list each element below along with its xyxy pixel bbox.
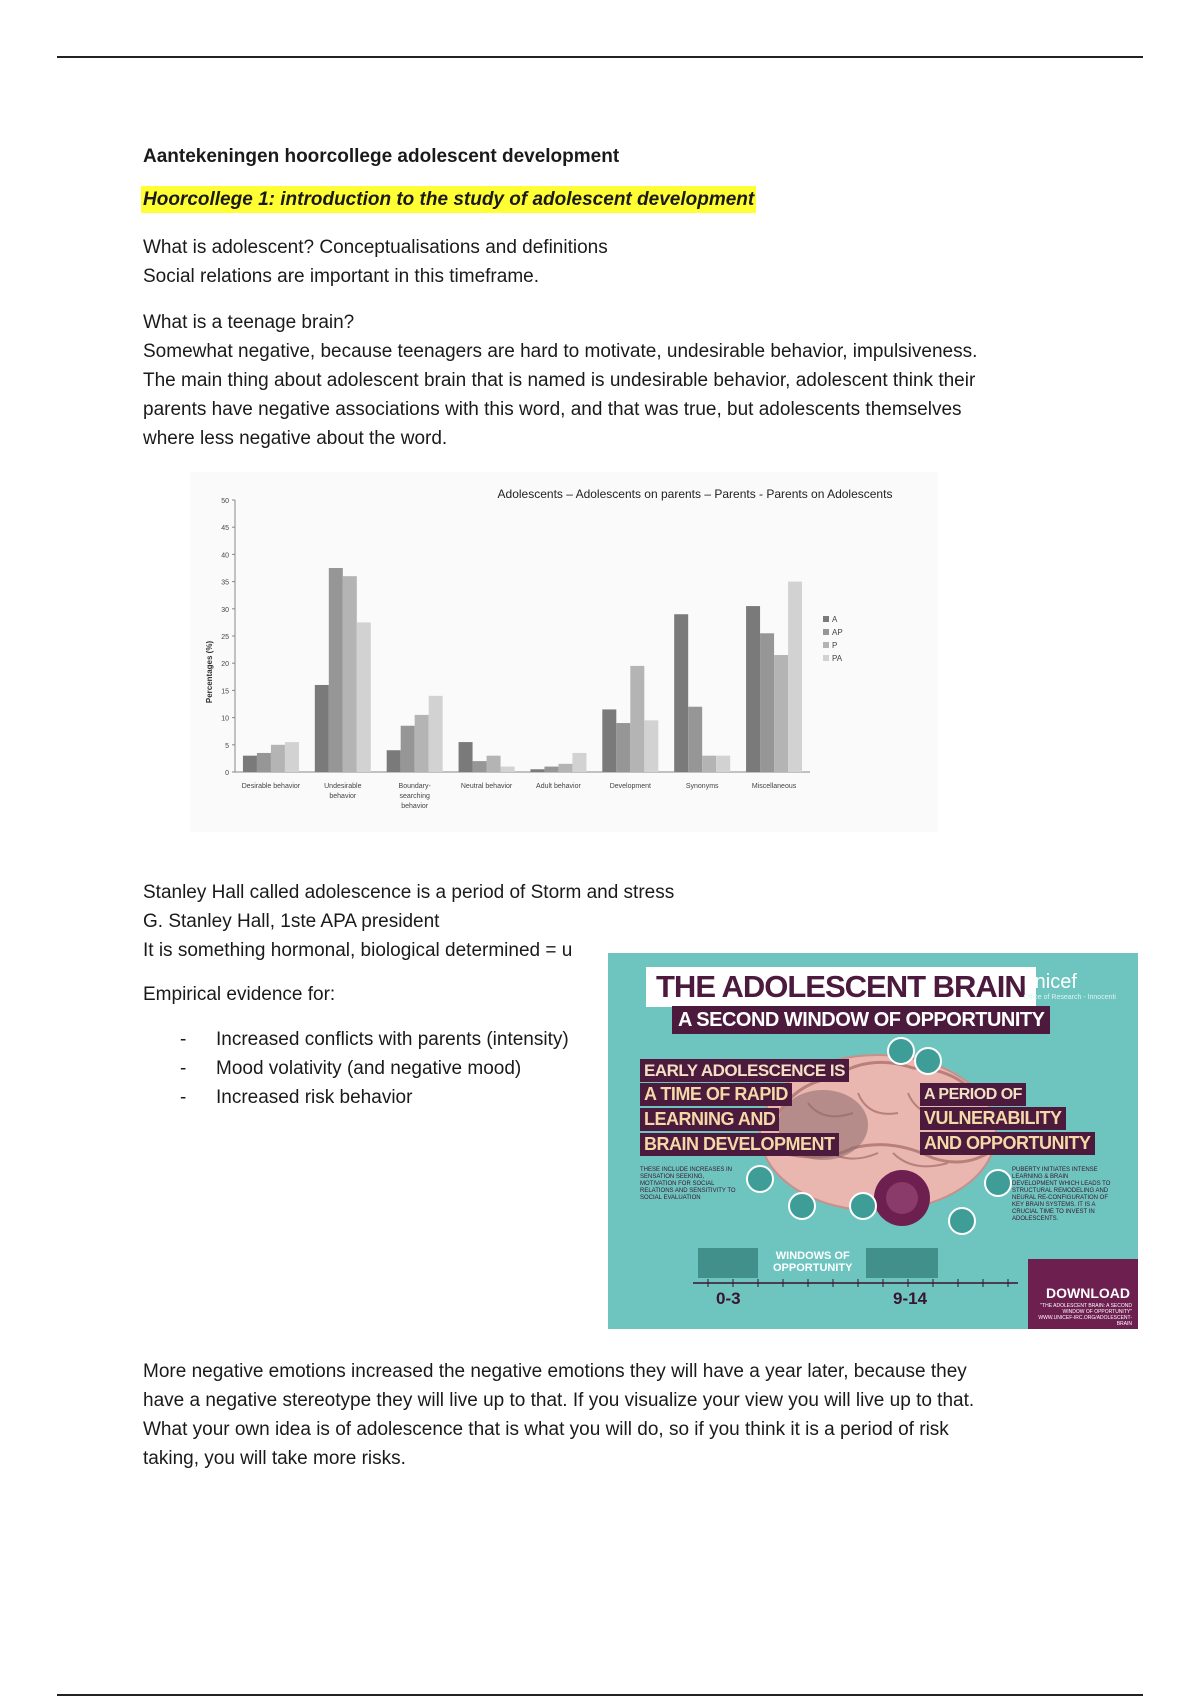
left-label-line: A TIME OF RAPID	[640, 1083, 792, 1106]
bar-pa	[788, 582, 802, 772]
legend-swatch	[823, 629, 829, 635]
paragraph-stanley-hall	[143, 878, 674, 965]
paragraph-teenage-brain	[143, 308, 1063, 453]
left-label-line: EARLY ADOLESCENCE IS	[640, 1059, 849, 1082]
bar-pa	[644, 720, 658, 772]
windows-of-opportunity-label	[773, 1250, 852, 1274]
bar-ap	[760, 633, 774, 772]
bar-pa	[429, 696, 443, 772]
y-tick-label: 40	[221, 552, 229, 560]
list-item: - Increased conflicts with parents (intensity)	[178, 1025, 569, 1054]
download-banner[interactable]	[1028, 1259, 1138, 1329]
bar-a	[530, 769, 544, 772]
text-line: What is a teenage brain?	[143, 312, 355, 333]
evidence-heading: Empirical evidence for:	[143, 984, 336, 1005]
bar-chart	[190, 472, 938, 832]
bar-pa	[501, 767, 515, 772]
bar-a	[602, 709, 616, 772]
evidence-list	[178, 1025, 569, 1112]
bar-ap	[544, 767, 558, 772]
right-label-line: AND OPPORTUNITY	[920, 1132, 1095, 1155]
text-line: have a negative stereotype they will live up to that. If you visualize your view you will live up to that.	[143, 1390, 975, 1411]
bar-ap	[616, 723, 630, 772]
text-line: taking, you will take more risks.	[143, 1448, 406, 1469]
legend-label: PA	[832, 654, 843, 663]
unicef-logo	[1024, 971, 1116, 1001]
bar-chart-svg	[190, 472, 938, 832]
footer-rule	[57, 1694, 1143, 1696]
infographic-subtitle: A SECOND WINDOW OF OPPORTUNITY	[672, 1006, 1050, 1034]
chart-bars	[243, 568, 802, 772]
x-tick-label: Synonyms	[685, 783, 719, 790]
bar-p	[558, 764, 572, 772]
text-line: G. Stanley Hall, 1ste APA president	[143, 911, 440, 932]
list-item: - Increased risk behavior	[178, 1083, 569, 1112]
y-tick-label: 45	[221, 525, 229, 533]
bar-p	[343, 576, 357, 772]
bar-p	[702, 756, 716, 772]
y-axis-label: Percentages (%)	[205, 640, 214, 704]
chart-title: Adolescents – Adolescents on parents – Parents - Parents on Adolescents	[497, 487, 893, 501]
left-label-line: BRAIN DEVELOPMENT	[640, 1133, 839, 1156]
bar-pa	[716, 756, 730, 772]
bar-ap	[257, 753, 271, 772]
age-range-adolescent: 9-14	[893, 1289, 928, 1308]
text-line: WINDOWS OF	[775, 1250, 850, 1262]
right-small-text: PUBERTY INITIATES INTENSE LEARNING & BRAIN DEVELOPMENT WHICH LEADS TO STRUCTURAL REMODELING AND NEURAL RE-CONFIGURATION OF KEY BRAIN SYSTEMS. IT IS A CRUCIAL TIME TO INVEST IN ADOLESCENTS.	[1012, 1167, 1111, 1222]
lecture-heading: Hoorcollege 1: introduction to the study of adolescent development	[141, 186, 756, 213]
bar-p	[415, 715, 429, 772]
legend-label: P	[832, 641, 838, 650]
bar-pa	[572, 753, 586, 772]
bar-pa	[357, 622, 371, 772]
bar-pa	[285, 742, 299, 772]
right-label-line: VULNERABILITY	[920, 1107, 1066, 1130]
header-rule	[57, 56, 1143, 58]
bar-a	[746, 606, 760, 772]
y-tick-label: 20	[221, 661, 229, 669]
bar-ap	[473, 761, 487, 772]
text-line: What your own idea is of adolescence that is what you will do, so if you think it is a period of risk	[143, 1419, 949, 1440]
chart-x-labels	[242, 783, 797, 810]
x-tick-label: Development	[609, 783, 651, 790]
adolescent-brain-infographic	[608, 953, 1138, 1329]
x-tick-label: Desirable behavior	[241, 783, 301, 790]
download-subtext: "THE ADOLESCENT BRAIN: A SECOND WINDOW OF OPPORTUNITY" WWW.UNICEF-IRC.ORG/ADOLESCENT-BRAIN	[1038, 1303, 1132, 1327]
bar-a	[674, 614, 688, 772]
bar-ap	[401, 726, 415, 772]
text-line: Social relations are important in this timeframe.	[143, 266, 539, 287]
x-tick-label: Neutral behavior	[460, 783, 513, 790]
y-tick-label: 0	[225, 770, 229, 777]
legend-swatch	[823, 642, 829, 648]
text-line: OPPORTUNITY	[773, 1262, 853, 1274]
chart-grid	[221, 498, 810, 777]
y-tick-label: 10	[221, 715, 229, 723]
y-tick-label: 5	[225, 742, 229, 750]
text-line: Somewhat negative, because teenagers are hard to motivate, undesirable behavior, impulsiveness.	[143, 341, 978, 362]
bar-a	[387, 750, 401, 772]
list-item: - Mood volativity (and negative mood)	[178, 1054, 569, 1083]
legend-label: AP	[832, 628, 843, 637]
text-line: parents have negative associations with this word, and that was true, but adolescents themselves	[143, 399, 962, 420]
document-title: Aantekeningen hoorcollege adolescent development	[143, 146, 620, 167]
y-tick-label: 35	[221, 579, 229, 587]
legend-swatch	[823, 616, 829, 622]
x-tick-label: Adult behavior	[536, 783, 581, 790]
bar-a	[459, 742, 473, 772]
text-line: The main thing about adolescent brain that is named is undesirable behavior, adolescent think their	[143, 370, 976, 391]
y-tick-label: 15	[221, 688, 229, 696]
legend-label: A	[832, 615, 838, 624]
chart-legend	[823, 615, 843, 663]
paragraph-definitions	[143, 233, 608, 291]
download-label[interactable]: DOWNLOAD	[1046, 1285, 1130, 1301]
right-label-line: A PERIOD OF	[920, 1083, 1026, 1106]
left-label-line: LEARNING AND	[640, 1108, 779, 1131]
y-tick-label: 50	[221, 498, 229, 505]
infographic-title: THE ADOLESCENT BRAIN	[646, 967, 1036, 1007]
legend-swatch	[823, 655, 829, 661]
text-line: More negative emotions increased the negative emotions they will have a year later, because they	[143, 1361, 967, 1382]
y-tick-label: 25	[221, 634, 229, 641]
age-range-early: 0-3	[716, 1289, 741, 1308]
bar-p	[487, 756, 501, 772]
left-small-text: THESE INCLUDE INCREASES IN SENSATION SEEKING, MOTIVATION FOR SOCIAL RELATIONS AND SENSITIVITY TO SOCIAL EVALUATION	[640, 1167, 736, 1201]
paragraph-negative-emotions	[143, 1357, 1073, 1473]
text-line: Stanley Hall called adolescence is a period of Storm and stress	[143, 882, 675, 903]
x-tick-label: Miscellaneous	[751, 783, 797, 790]
bar-p	[774, 655, 788, 772]
bar-a	[243, 756, 257, 772]
bar-ap	[329, 568, 343, 772]
brand-name: unicef	[1023, 971, 1077, 993]
x-tick-label: Boundary-searching behavior	[398, 783, 431, 810]
x-tick-label: Undesirable behavior	[324, 783, 362, 800]
text-line: It is something hormonal, biological determined = u	[143, 940, 573, 961]
y-tick-label: 30	[221, 606, 229, 614]
bar-ap	[688, 707, 702, 772]
text-line: What is adolescent? Conceptualisations and definitions	[143, 237, 608, 258]
text-line: where less negative about the word.	[143, 428, 448, 449]
bar-p	[630, 666, 644, 772]
bar-p	[271, 745, 285, 772]
brand-subtitle: Office of Research - Innocenti	[1023, 994, 1116, 1001]
bar-a	[315, 685, 329, 772]
